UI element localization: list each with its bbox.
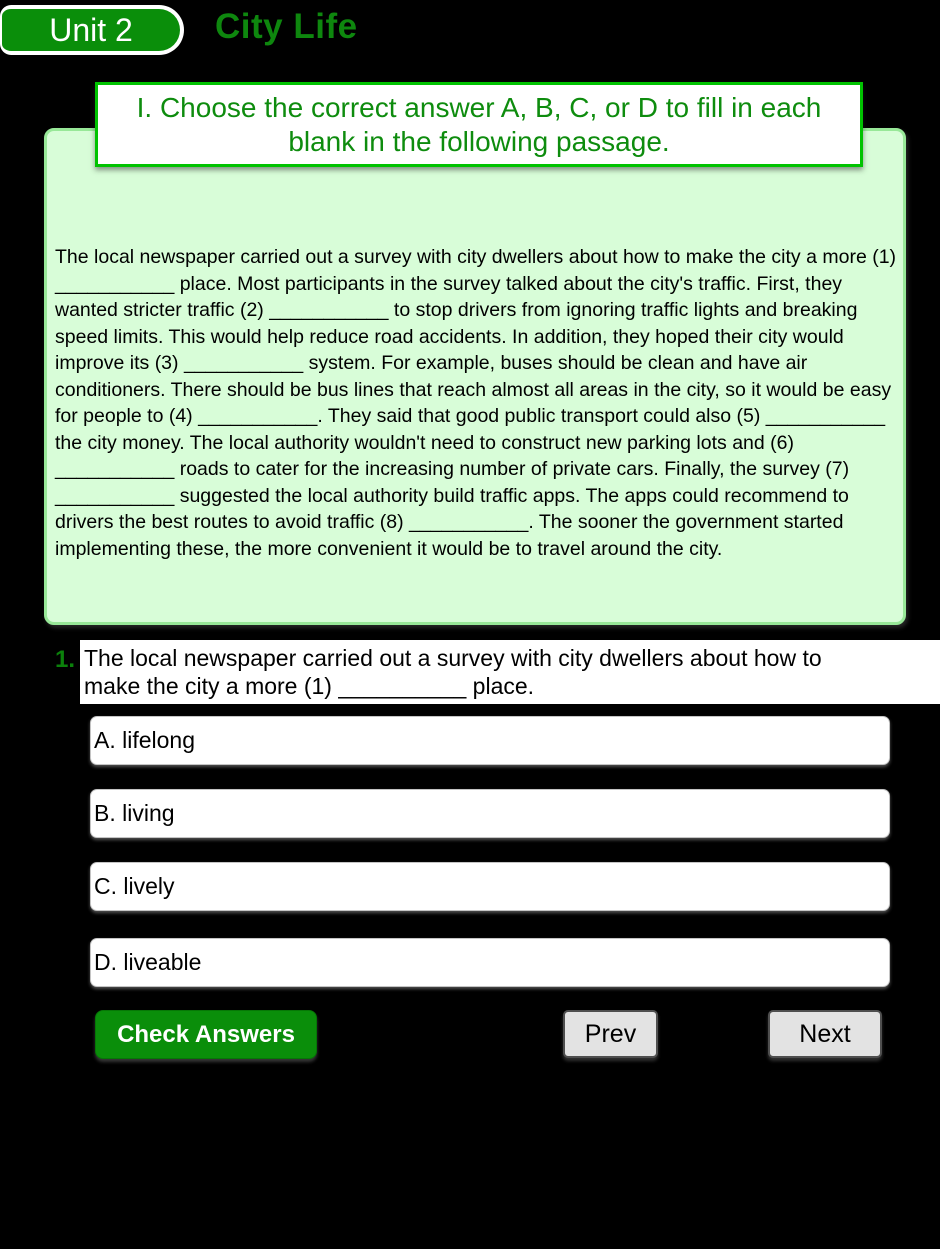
passage-panel — [44, 128, 906, 625]
question-number: 1. — [55, 646, 76, 673]
page-title: City Life — [215, 7, 358, 46]
passage-text: The local newspaper carried out a survey with city dwellers about how to make the city a more (1) ___________ place. Most participants in the survey talked about the city's traffic. First, they wanted stricter traffic (2) ___________ to stop drivers from ignoring traffic lights and breaking speed limits. This would help reduce road accidents. In addition, they hoped their city would improve its (3) ___________ system. For example, buses should be clean and have air conditioners. There should be bus lines that reach almost all areas in the city, so it would be easy for people to (4) ___________. They said that good public transport could also (5) ___________ the city money. The local authority wouldn't need to construct new parking lots and (6) ___________ roads to cater for the increasing number of private cars. Finally, the survey (7) ___________ suggested the local authority build traffic apps. The apps could recommend to drivers the best routes to avoid traffic (8) ___________. The sooner the government started implementing these, the more convenient it would be to travel around the city. — [55, 246, 897, 560]
unit-badge — [0, 5, 184, 55]
question-text: The local newspaper carried out a survey with city dwellers about how to make the city a more (1) __________ place. — [84, 645, 822, 699]
answer-option-c[interactable]: C. lively — [90, 862, 890, 911]
answer-option-b[interactable]: B. living — [90, 789, 890, 838]
question-text-box — [80, 640, 940, 704]
answer-option-a[interactable]: A. lifelong — [90, 716, 890, 765]
next-button[interactable]: Next — [768, 1010, 882, 1058]
unit-badge-label: Unit 2 — [49, 11, 133, 48]
answer-option-d[interactable]: D. liveable — [90, 938, 890, 987]
instruction-text: I. Choose the correct answer A, B, C, or D to fill in each blank in the following passage. — [136, 92, 822, 157]
instruction-box — [95, 82, 863, 167]
check-answers-button[interactable]: Check Answers — [95, 1010, 317, 1059]
prev-button[interactable]: Prev — [563, 1010, 658, 1058]
